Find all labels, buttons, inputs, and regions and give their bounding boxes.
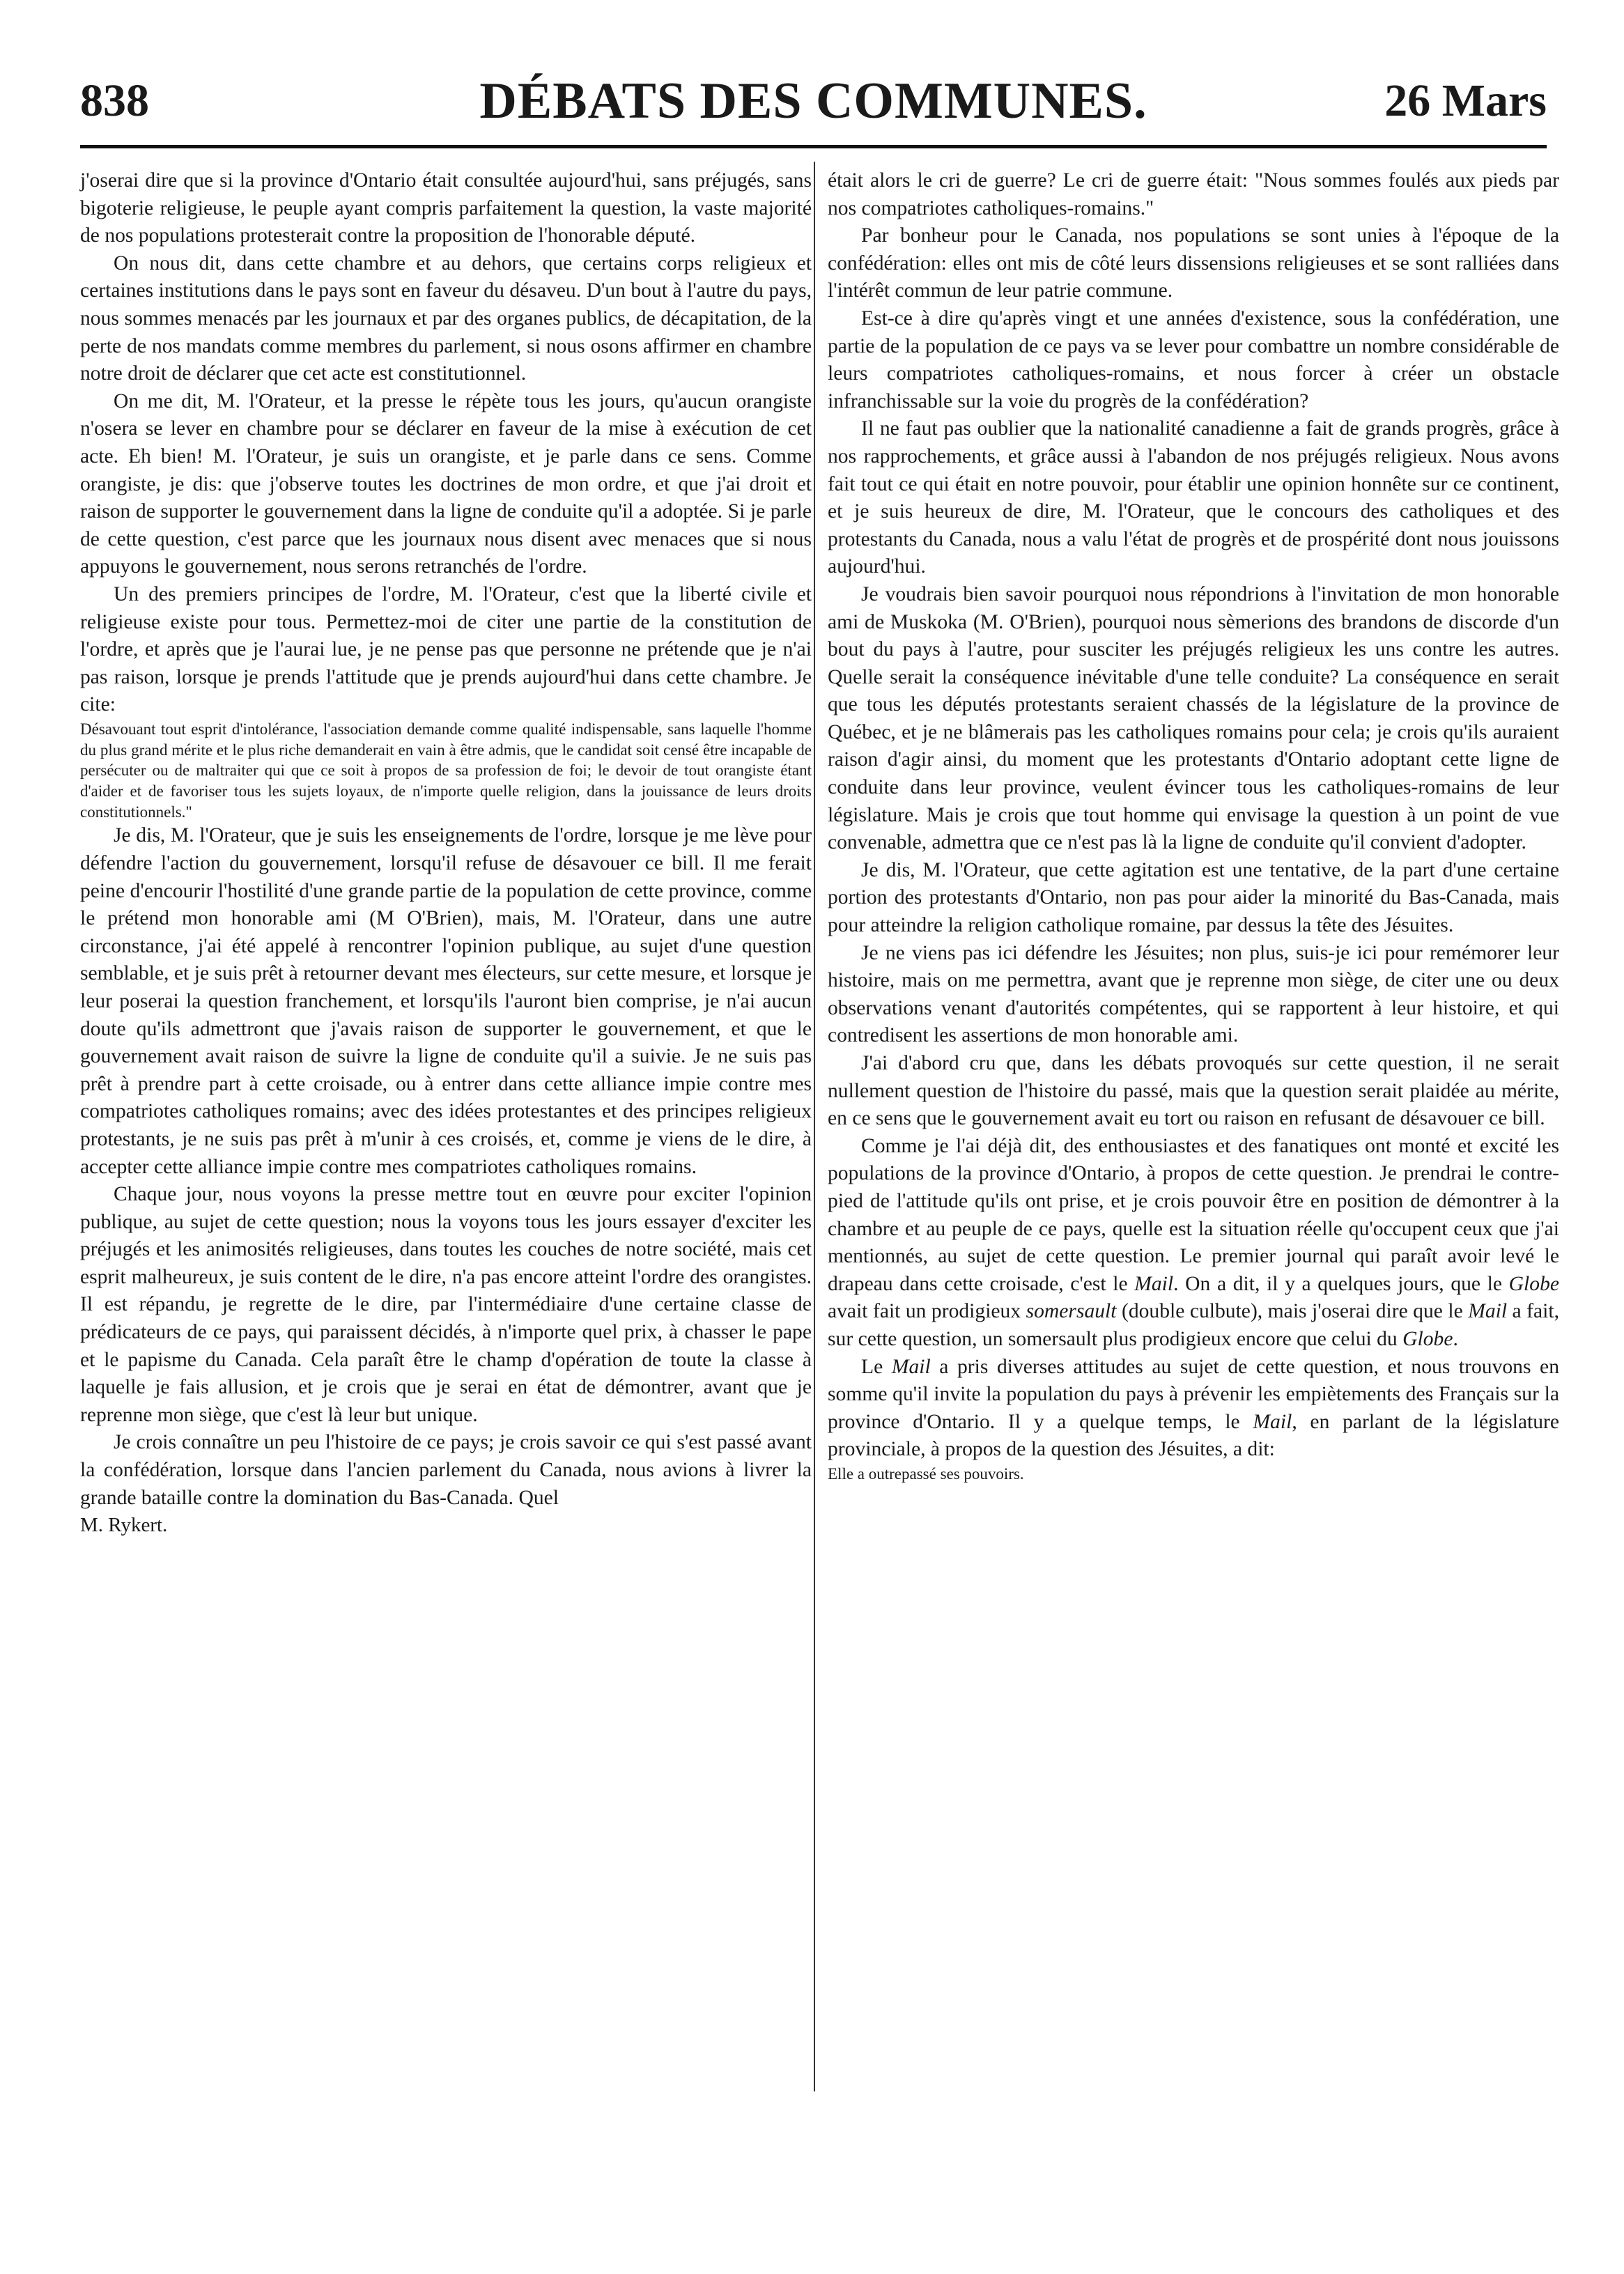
header-rule — [80, 145, 1547, 148]
paragraph: J'ai d'abord cru que, dans les débats provoqués sur cette question, il ne serait nullement question de l'histoire du passé, mais que la question serait plaidée au mérite, en ce sens que le gouvernement avait eu tort ou raison en refusant de désavouer ce bill. — [828, 1052, 1559, 1130]
newspaper-name: Mail — [1253, 1410, 1292, 1433]
paragraph: Je voudrais bien savoir pourquoi nous répondrions à l'invitation de mon honorable ami de Muskoka (M. O'Brien), pourquoi nous sèmerions des brandons de discorde d'un bout du pays à l'autre, pour susciter les préjugés religieux les uns contre les autres. Quelle serait la conséquence inévitable d'une telle conduite? La conséquence en serait que tous les députés protestants seraient chassés de la législature de la province de Québec, et je ne blâmerais pas les catholiques romains pour cela; je crois qu'ils auraient raison d'agir ainsi, du moment que les protestants d'Ontario adoptant cette ligne de conduite dans leur province, veulent évincer tous les catholiques-romains de leur législature. Mais je crois que tout homme qui envisage la question à un point de vue convenable, admettra que ce n'est pas là la ligne de conduite qu'il convient d'adopter. — [828, 582, 1559, 854]
paragraph: Je dis, M. l'Orateur, que cette agitation est une tentative, de la part d'une certaine portion des protestants d'Ontario, non pas pour aider la minorité du Bas-Canada, mais pour atteindre la religion catholique romaine, par dessus la tête des Jésuites. — [828, 858, 1559, 937]
left-column — [80, 167, 812, 1540]
newspaper-name: Globe — [1508, 1272, 1559, 1295]
paragraph: Je crois connaître un peu l'histoire de ce pays; je crois savoir ce qui s'est passé avant la confédération, lorsque dans l'ancien parlement du Canada, nous avions à livrer la grande bataille contre la domination du Bas-Canada. Quel — [80, 1431, 812, 1509]
paragraph — [828, 1354, 1559, 1464]
newspaper-name: Mail — [891, 1355, 931, 1378]
text-run: Le — [861, 1355, 892, 1378]
paragraph: Par bonheur pour le Canada, nos populations se sont unies à l'époque de la confédération: elles ont mis de côté leurs dissensions religieuses et se sont ralliées dans l'intérêt commun de leur patrie commune. — [828, 224, 1559, 302]
speaker-signature: M. Rykert. — [80, 1514, 168, 1537]
paragraph: Est-ce à dire qu'après vingt et une années d'existence, sous la confédération, une partie de la population de ce pays va se lever pour combattre un nombre considérable de leurs compatriotes catholiques-romains, et nous forcer à créer un obstacle infranchissable sur la voie du progrès de la confédération? — [828, 307, 1559, 412]
block-quote: Elle a outrepassé ses pouvoirs. — [828, 1464, 1024, 1483]
paragraph: Un des premiers principes de l'ordre, M. l'Orateur, c'est que la liberté civile et religieuse existe pour tous. Permettez-moi de citer une partie de la constitution de l'ordre, et après que je l'aurai lue, je ne pense pas que personne ne prétende que je n'ai pas raison, lorsque je prends l'attitude que je prends aujourd'hui dans cette chambre. Je cite: — [80, 582, 812, 716]
column-divider — [814, 162, 815, 2091]
text-run: a pris diverses attitudes au sujet de cette question, et nous trouvons en somme qu'il invite la population du pays à prévenir les empiètements des Français sur la province d'Ontario. Il y a quelque temps, le — [828, 1355, 1559, 1433]
foreign-term: somersault — [1026, 1300, 1117, 1323]
page-title: DÉBATS DES COMMUNES. — [479, 72, 1147, 130]
paragraph: Chaque jour, nous voyons la presse mettre tout en œuvre pour exciter l'opinion publique, au sujet de cette question; nous la voyons tous les jours essayer d'exciter les préjugés et les animosités religieuses, dans toutes les couches de notre société, mais cet esprit malheureux, je suis content de le dire, n'a pas encore atteint l'ordre des orangistes. Il est répandu, je regrette de le dire, par l'intermédiaire d'une certaine classe de prédicateurs de ce pays, qui paraissent décidés, à n'importe quel prix, à chasser le pape et le papisme du Canada. Cela paraît être le champ d'opération de toute la classe à laquelle je fais allusion, et je crois que je serai en état de démontrer, avant que je reprenne mon siège, que c'est là leur but unique. — [80, 1183, 812, 1426]
block-quote: Désavouant tout esprit d'intolérance, l'association demande comme qualité indispensable, sans laquelle l'homme du plus grand mérite et le plus riche demanderait en vain à être admis, que le candidat soit censé être incapable de persécuter ou de maltraiter qui que ce soit à propos de sa profession de foi; le devoir de tout orangiste étant d'aider et de favoriser tous les sujets loyaux, de n'importe quelle religion, dans la jouissance de leurs droits constitutionnels." — [80, 720, 812, 821]
running-header — [80, 70, 1547, 132]
newspaper-name: Mail — [1468, 1300, 1508, 1323]
text-run: avait fait un prodigieux — [828, 1300, 1026, 1323]
text-run: . On a dit, il y a quelques jours, que le — [1173, 1272, 1509, 1295]
paragraph: On me dit, M. l'Orateur, et la presse le répète tous les jours, qu'aucun orangiste n'osera se lever en chambre pour se déclarer en faveur de la mise à exécution de cet acte. Eh bien! M. l'Orateur, je suis un orangiste, et je parle dans ce sens. Comme orangiste, je dis: que j'observe toutes les doctrines de mon ordre, et que j'ai droit et raison de supporter le gouvernement dans la ligne de conduite qu'il a adoptée. Si je parle de cette question, c'est parce que les journaux nous disent avec menaces que si nous appuyons le gouvernement, nous serons retranchés de l'ordre. — [80, 389, 812, 578]
newspaper-name: Globe — [1402, 1327, 1453, 1350]
text-run: . — [1453, 1327, 1458, 1350]
text-run: Comme je l'ai déjà dit, des enthousiastes et des fanatiques ont monté et excité les populations de la province d'Ontario, à propos de cette question. Je prendrai le contre-pied de l'attitude qu'ils ont prise, et je crois pouvoir être en position de démontrer à la chambre et au peuple de ce pays, quelle est la situation réelle qu'occupent ceux que j'ai mentionnés, au sujet de cette question. Le premier journal qui paraît avoir levé le drapeau dans cette croisade, c'est le — [828, 1134, 1559, 1295]
paragraph — [828, 1133, 1559, 1354]
paragraph: Il ne faut pas oublier que la nationalité canadienne a fait de grands progrès, grâce à nos rapprochements, et grâce aussi à l'abandon de nos préjugés religieux. Nous avons fait tout ce qui était en notre pouvoir, pour établir une opinion honnête sur ce continent, et je suis heureux de dire, M. l'Orateur, que le concours des catholiques et des protestants du Canada, nous a valu l'état de progrès et de prospérité dont nous jouissons aujourd'hui. — [828, 417, 1559, 578]
newspaper-name: Mail — [1134, 1272, 1174, 1295]
text-run: , en parlant de la législature provinciale, à propos de la question des Jésuites, a dit: — [828, 1410, 1559, 1461]
paragraph: Je dis, M. l'Orateur, que je suis les enseignements de l'ordre, lorsque je me lève pour défendre l'action du gouvernement, lorsqu'il refuse de désavouer ce bill. Il me ferait peine d'encourir l'hostilité d'une grande partie de la population de cette province, comme le prétend mon honorable ami (M O'Brien), mais, M. l'Orateur, dans une autre circonstance, j'ai été appelé à rencontrer l'opinion publique, au sujet d'une question semblable, et je suis prêt à retourner devant mes électeurs, sur cette mesure, et lorsque je leur poserai la question franchement, et lorsqu'ils l'auront bien comprise, je n'ai aucun doute qu'ils admettront que j'avais raison de supporter le gouvernement, et que le gouvernement avait raison de suivre la ligne de conduite qu'il a suivie. Je ne suis pas prêt à prendre part à cette croisade, ou à entrer dans cette alliance impie contre mes compatriotes catholiques romains; avec des idées protestantes et des principes religieux protestants, je ne suis pas prêt à m'unir à ces croisés, et, comme je viens de le dire, à accepter cette alliance impie contre mes compatriotes catholiques romains. — [80, 824, 812, 1178]
text-run: (double culbute), mais j'oserai dire que le — [1116, 1300, 1469, 1323]
paragraph: était alors le cri de guerre? Le cri de guerre était: "Nous sommes foulés aux pieds par nos compatriotes catholiques-romains." — [828, 169, 1559, 219]
page-number: 838 — [80, 75, 149, 126]
paragraph: Je ne viens pas ici défendre les Jésuites; non plus, suis-je ici pour remémorer leur histoire, mais on me permettra, avant que je reprenne mon siège, de citer une ou deux observations venant d'autorités compétentes, qui se rapportent à leur histoire, et qui contredisent les assertions de mon honorable ami. — [828, 941, 1559, 1047]
page-date: 26 Mars — [1384, 75, 1547, 126]
paragraph: j'oserai dire que si la province d'Ontario était consultée aujourd'hui, sans préjugés, sans bigoterie religieuse, le peuple ayant compris parfaitement la question, la vaste majorité de nos populations protesterait contre la proposition de l'honorable député. — [80, 169, 812, 247]
paragraph: On nous dit, dans cette chambre et au dehors, que certains corps religieux et certaines institutions dans le pays sont en faveur du désaveu. D'un bout à l'autre du pays, nous sommes menacés par les journaux et par des organes publics, de décapitation, de la perte de nos mandats comme membres du parlement, si nous osons affirmer en chambre notre droit de déclarer que cet acte est constitutionnel. — [80, 252, 812, 385]
right-column — [828, 167, 1559, 1485]
text-run: a fait, sur cette question, un somersault plus prodigieux encore que celui du — [828, 1300, 1559, 1350]
